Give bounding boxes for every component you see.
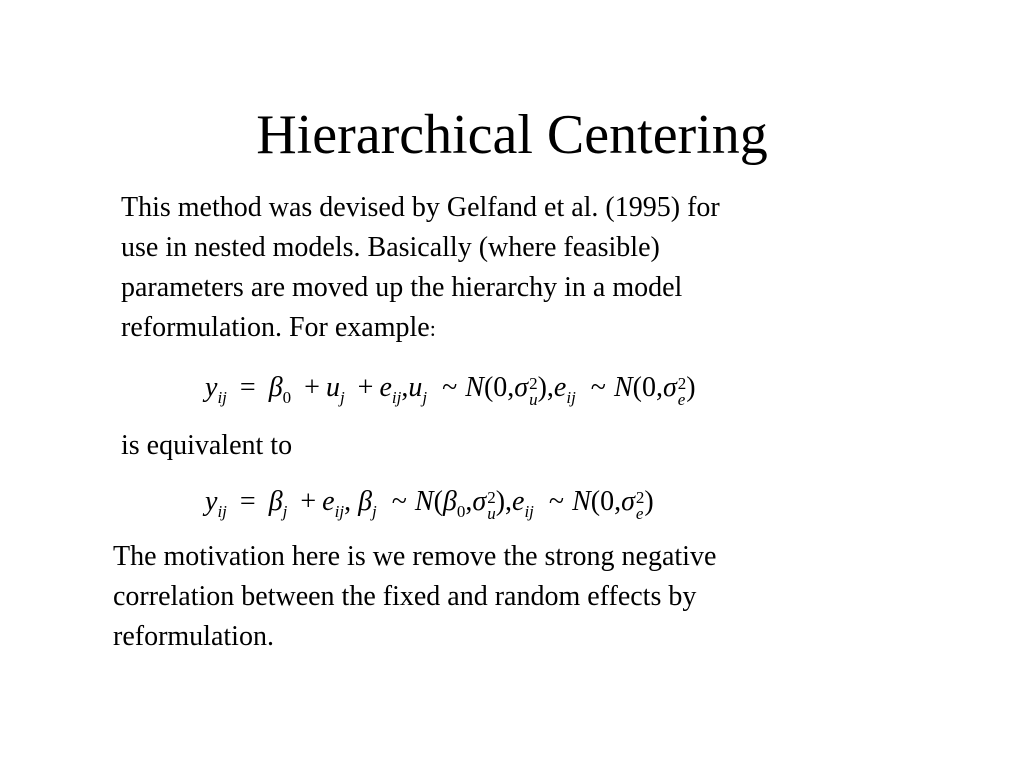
eq2-beta: β — [268, 486, 283, 517]
eq1-beta: β — [268, 372, 283, 403]
eq2-comma: , — [344, 486, 352, 517]
eq1-N2: N — [613, 372, 633, 403]
eq1-plus-1: + — [304, 372, 320, 403]
eq1-sigma-2: σ — [662, 372, 677, 403]
eq1-comma: , — [401, 372, 409, 403]
motivation-line-1: The motivation here is we remove the strong negative — [113, 541, 717, 572]
eq1-N1: N — [465, 372, 484, 403]
eq2-equals: = — [239, 486, 256, 517]
eq1-tilde-2: ~ — [590, 372, 606, 403]
eq1-y: y — [205, 372, 218, 403]
eq2-sigma-2-sup: 2 — [635, 488, 645, 507]
eq1-e2: e — [553, 372, 567, 403]
eq2-open-2: (0, — [590, 486, 622, 517]
eq1-sigma-2-sup: 2 — [677, 374, 687, 393]
eq2-y-sub: ij — [217, 502, 227, 521]
eq1-open-1: (0, — [483, 372, 515, 403]
eq1-sigma-1-sub: u — [529, 390, 538, 409]
intro-colon: : — [429, 316, 436, 341]
eq1-tilde-1: ~ — [442, 372, 458, 403]
equivalent-text: is equivalent to — [121, 430, 293, 461]
eq2-beta-2-sub: j — [372, 502, 377, 521]
eq2-e2: e — [512, 486, 525, 517]
eq2-plus: + — [300, 486, 317, 517]
eq1-sigma-1-scripts — [529, 376, 538, 408]
eq2-e-sub: ij — [334, 502, 345, 521]
eq2-beta-3-sub: 0 — [456, 502, 466, 521]
eq2-e: e — [322, 486, 335, 517]
motivation-line-2: correlation between the fixed and random effects by — [113, 581, 697, 612]
eq1-plus-2: + — [357, 372, 374, 403]
eq2-sigma-2-sub: e — [635, 504, 644, 523]
eq2-sigma-1-sub: u — [487, 504, 496, 523]
intro-line-1: This method was devised by Gelfand et al. (1995) for — [121, 192, 720, 223]
equation-2 — [205, 482, 654, 532]
eq1-e-sub: ij — [391, 388, 402, 407]
eq1-u2: u — [408, 372, 423, 403]
eq1-equals: = — [239, 372, 256, 403]
eq2-beta-sub: j — [282, 502, 288, 521]
eq2-sigma-1-sup: 2 — [487, 488, 496, 507]
eq1-sigma-1: σ — [514, 372, 529, 403]
eq1-u: u — [325, 372, 340, 403]
eq1-close-2: ) — [686, 372, 696, 403]
eq2-open-1: ( — [433, 486, 443, 517]
eq1-open-2: (0, — [632, 372, 663, 403]
motivation-line-3: reformulation. — [113, 621, 274, 652]
eq2-e2-sub: ij — [524, 502, 534, 521]
eq2-beta-2: β — [358, 486, 373, 517]
eq1-u-sub: j — [339, 388, 345, 407]
intro-paragraph — [121, 188, 881, 349]
eq1-sigma-1-sup: 2 — [529, 374, 538, 393]
eq1-beta-sub: 0 — [282, 388, 292, 407]
intro-line-3: parameters are moved up the hierarchy in a model — [121, 272, 683, 303]
intro-line-4 — [121, 308, 881, 349]
eq2-close-2: ) — [644, 486, 654, 517]
motivation-paragraph — [113, 537, 893, 657]
eq1-sigma-2-scripts — [678, 376, 687, 408]
eq2-y: y — [205, 486, 218, 517]
eq2-tilde-2: ~ — [548, 486, 565, 517]
eq2-tilde-1: ~ — [391, 486, 407, 517]
eq1-close-1: ), — [537, 372, 554, 403]
eq2-beta-3: β — [442, 486, 457, 517]
eq2-comma-2: , — [465, 486, 473, 517]
eq1-e: e — [379, 372, 392, 403]
eq1-sigma-2-sub: e — [677, 390, 686, 409]
eq1-y-sub: ij — [217, 388, 227, 407]
eq1-e2-sub: ij — [566, 388, 576, 407]
eq2-N1: N — [414, 486, 434, 517]
intro-line-2: use in nested models. Basically (where feasible) — [121, 232, 660, 263]
eq1-u2-sub: j — [422, 388, 428, 407]
slide-title: Hierarchical Centering — [256, 104, 768, 166]
equation-1 — [205, 368, 696, 418]
eq2-N2: N — [572, 486, 591, 517]
eq2-sigma-1: σ — [472, 486, 487, 517]
intro-line-4-text: reformulation. For example — [121, 312, 430, 343]
eq2-sigma-1-scripts — [487, 490, 496, 522]
eq2-close-1: ), — [495, 486, 513, 517]
eq2-sigma-2: σ — [621, 486, 635, 517]
